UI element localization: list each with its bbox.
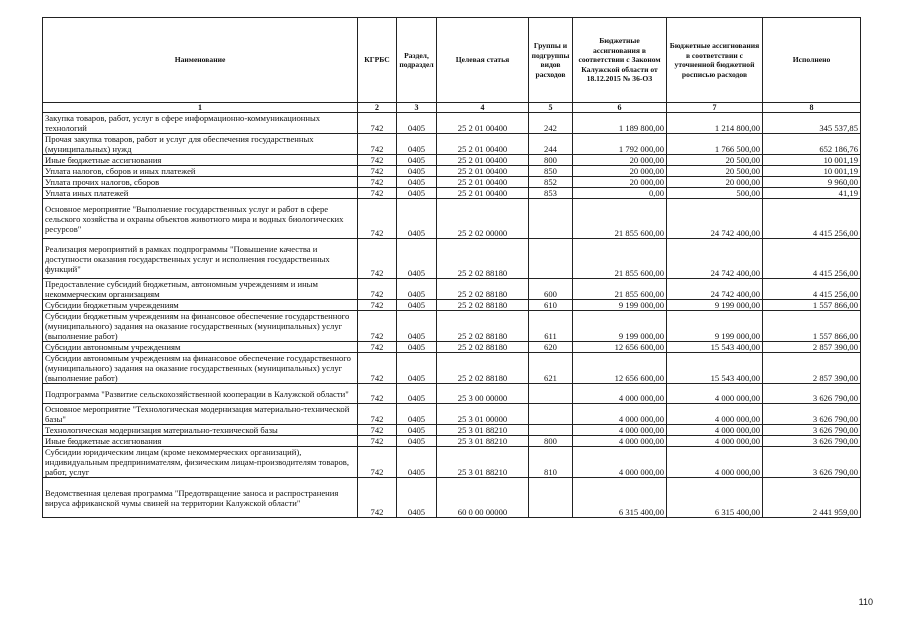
cell-cs: 25 2 01 00400 xyxy=(437,166,529,177)
cell-vr: 810 xyxy=(529,447,573,478)
cell-kgrbs: 742 xyxy=(358,436,397,447)
cell-rospis: 4 000 000,00 xyxy=(667,447,763,478)
cell-razdel: 0405 xyxy=(397,404,437,425)
cell-law: 6 315 400,00 xyxy=(573,478,667,518)
cell-razdel: 0405 xyxy=(397,478,437,518)
cell-rospis: 4 000 000,00 xyxy=(667,436,763,447)
table-row xyxy=(43,342,861,353)
cell-cs: 25 3 01 88210 xyxy=(437,425,529,436)
cell-kgrbs: 742 xyxy=(358,113,397,134)
table-row xyxy=(43,384,861,404)
cell-law: 20 000,00 xyxy=(573,177,667,188)
cell-vr xyxy=(529,199,573,239)
cell-law: 12 656 600,00 xyxy=(573,353,667,384)
cell-name: Ведомственная целевая программа "Предотвращение заноса и распространения вируса африканской чумы свиней на территории Калужской области" xyxy=(43,478,358,518)
table-row xyxy=(43,300,861,311)
cell-law: 20 000,00 xyxy=(573,166,667,177)
cell-vr: 621 xyxy=(529,353,573,384)
cell-law: 4 000 000,00 xyxy=(573,447,667,478)
cell-vr: 852 xyxy=(529,177,573,188)
cell-kgrbs: 742 xyxy=(358,478,397,518)
cell-name: Уплата иных платежей xyxy=(43,188,358,199)
cell-kgrbs: 742 xyxy=(358,353,397,384)
cell-razdel: 0405 xyxy=(397,239,437,279)
cell-cs: 25 2 01 00400 xyxy=(437,113,529,134)
cell-name: Реализация мероприятий в рамках подпрограммы "Повышение качества и доступности оказания государственных услуг и исполнения государственных функций" xyxy=(43,239,358,279)
cell-isp: 41,19 xyxy=(763,188,861,199)
cell-isp: 2 857 390,00 xyxy=(763,342,861,353)
cell-vr xyxy=(529,478,573,518)
cell-cs: 25 3 01 88210 xyxy=(437,436,529,447)
cell-isp: 10 001,19 xyxy=(763,155,861,166)
cell-kgrbs: 742 xyxy=(358,311,397,342)
cell-rospis: 6 315 400,00 xyxy=(667,478,763,518)
cell-rospis: 20 000,00 xyxy=(667,177,763,188)
cell-vr xyxy=(529,404,573,425)
cell-law: 4 000 000,00 xyxy=(573,436,667,447)
cell-rospis: 9 199 000,00 xyxy=(667,311,763,342)
cell-kgrbs: 742 xyxy=(358,239,397,279)
cell-isp: 4 415 256,00 xyxy=(763,239,861,279)
cell-law: 20 000,00 xyxy=(573,155,667,166)
cell-isp: 3 626 790,00 xyxy=(763,425,861,436)
cell-cs: 60 0 00 00000 xyxy=(437,478,529,518)
cell-law: 1 189 800,00 xyxy=(573,113,667,134)
cell-name: Основное мероприятие "Технологическая модернизация материально-технической базы" xyxy=(43,404,358,425)
cell-cs: 25 2 01 00400 xyxy=(437,188,529,199)
cell-vr xyxy=(529,425,573,436)
cell-cs: 25 2 02 88180 xyxy=(437,279,529,300)
header-celevaya: Целевая статья xyxy=(437,18,529,103)
cell-kgrbs: 742 xyxy=(358,384,397,404)
cell-rospis: 1 766 500,00 xyxy=(667,134,763,155)
cell-name: Уплата прочих налогов, сборов xyxy=(43,177,358,188)
cell-kgrbs: 742 xyxy=(358,342,397,353)
cell-razdel: 0405 xyxy=(397,188,437,199)
cell-name: Субсидии бюджетным учреждениям xyxy=(43,300,358,311)
cell-cs: 25 2 02 88180 xyxy=(437,353,529,384)
cell-razdel: 0405 xyxy=(397,425,437,436)
cell-razdel: 0405 xyxy=(397,311,437,342)
table-row xyxy=(43,311,861,342)
cell-vr: 620 xyxy=(529,342,573,353)
cell-name: Уплата налогов, сборов и иных платежей xyxy=(43,166,358,177)
cell-law: 21 855 600,00 xyxy=(573,199,667,239)
cell-isp: 4 415 256,00 xyxy=(763,279,861,300)
cell-isp: 2 441 959,00 xyxy=(763,478,861,518)
cell-isp: 2 857 390,00 xyxy=(763,353,861,384)
cell-rospis: 1 214 800,00 xyxy=(667,113,763,134)
cell-rospis: 24 742 400,00 xyxy=(667,279,763,300)
cell-name: Иные бюджетные ассигнования xyxy=(43,436,358,447)
table-row xyxy=(43,166,861,177)
cell-kgrbs: 742 xyxy=(358,300,397,311)
cell-isp: 3 626 790,00 xyxy=(763,436,861,447)
header-law: Бюджетные ассигнования в соответствии с Законом Калужской области от 18.12.2015 № 36-ОЗ xyxy=(573,18,667,103)
table-row xyxy=(43,447,861,478)
cell-rospis: 4 000 000,00 xyxy=(667,384,763,404)
table-body xyxy=(43,113,861,518)
cell-cs: 25 2 02 88180 xyxy=(437,311,529,342)
column-number: 5 xyxy=(529,103,573,113)
table-row xyxy=(43,134,861,155)
table-row xyxy=(43,436,861,447)
cell-kgrbs: 742 xyxy=(358,134,397,155)
cell-razdel: 0405 xyxy=(397,279,437,300)
header-rospis: Бюджетные ассигнования в соответствии с уточненной бюджетной росписью расходов xyxy=(667,18,763,103)
cell-cs: 25 3 00 00000 xyxy=(437,384,529,404)
column-number: 2 xyxy=(358,103,397,113)
cell-rospis: 4 000 000,00 xyxy=(667,404,763,425)
cell-cs: 25 2 01 00400 xyxy=(437,155,529,166)
cell-law: 4 000 000,00 xyxy=(573,425,667,436)
column-number: 4 xyxy=(437,103,529,113)
cell-kgrbs: 742 xyxy=(358,425,397,436)
cell-rospis: 20 500,00 xyxy=(667,155,763,166)
cell-kgrbs: 742 xyxy=(358,177,397,188)
table-row xyxy=(43,188,861,199)
cell-rospis: 24 742 400,00 xyxy=(667,239,763,279)
cell-razdel: 0405 xyxy=(397,113,437,134)
cell-isp: 9 960,00 xyxy=(763,177,861,188)
header-ispolneno: Исполнено xyxy=(763,18,861,103)
cell-isp: 1 557 866,00 xyxy=(763,300,861,311)
cell-law: 21 855 600,00 xyxy=(573,239,667,279)
cell-razdel: 0405 xyxy=(397,353,437,384)
cell-cs: 25 3 01 88210 xyxy=(437,447,529,478)
cell-rospis: 15 543 400,00 xyxy=(667,353,763,384)
table-row xyxy=(43,353,861,384)
cell-razdel: 0405 xyxy=(397,155,437,166)
cell-isp: 3 626 790,00 xyxy=(763,384,861,404)
header-razdel: Раздел, подраздел xyxy=(397,18,437,103)
table-row xyxy=(43,239,861,279)
cell-isp: 1 557 866,00 xyxy=(763,311,861,342)
cell-vr: 610 xyxy=(529,300,573,311)
cell-kgrbs: 742 xyxy=(358,404,397,425)
cell-name: Прочая закупка товаров, работ и услуг для обеспечения государственных (муниципальных) нужд xyxy=(43,134,358,155)
cell-rospis: 4 000 000,00 xyxy=(667,425,763,436)
cell-name: Субсидии автономным учреждениям xyxy=(43,342,358,353)
budget-sheet xyxy=(42,17,861,518)
cell-razdel: 0405 xyxy=(397,177,437,188)
table-row xyxy=(43,404,861,425)
cell-rospis: 20 500,00 xyxy=(667,166,763,177)
budget-table xyxy=(42,17,861,518)
table-row xyxy=(43,155,861,166)
cell-name: Предоставление субсидий бюджетным, автономным учреждениям и иным некоммерческим организациям xyxy=(43,279,358,300)
cell-cs: 25 2 02 88180 xyxy=(437,300,529,311)
cell-name: Иные бюджетные ассигнования xyxy=(43,155,358,166)
cell-isp: 10 001,19 xyxy=(763,166,861,177)
cell-cs: 25 2 01 00400 xyxy=(437,134,529,155)
table-row xyxy=(43,199,861,239)
cell-vr: 800 xyxy=(529,436,573,447)
cell-cs: 25 2 01 00400 xyxy=(437,177,529,188)
cell-vr: 244 xyxy=(529,134,573,155)
cell-isp: 3 626 790,00 xyxy=(763,447,861,478)
cell-cs: 25 2 02 88180 xyxy=(437,239,529,279)
cell-rospis: 500,00 xyxy=(667,188,763,199)
cell-law: 0,00 xyxy=(573,188,667,199)
cell-isp: 4 415 256,00 xyxy=(763,199,861,239)
cell-vr: 800 xyxy=(529,155,573,166)
cell-kgrbs: 742 xyxy=(358,447,397,478)
cell-name: Основное мероприятие "Выполнение государственных услуг и работ в сфере сельского хозяйства и охраны объектов животного мира и водных биологических ресурсов" xyxy=(43,199,358,239)
cell-rospis: 9 199 000,00 xyxy=(667,300,763,311)
column-number: 3 xyxy=(397,103,437,113)
cell-razdel: 0405 xyxy=(397,134,437,155)
cell-rospis: 24 742 400,00 xyxy=(667,199,763,239)
cell-law: 9 199 000,00 xyxy=(573,300,667,311)
cell-cs: 25 2 02 00000 xyxy=(437,199,529,239)
cell-name: Субсидии бюджетным учреждениям на финансовое обеспечение государственного (муниципального) задания на оказание государственных (муниципальных) услуг (выполнение работ) xyxy=(43,311,358,342)
cell-law: 1 792 000,00 xyxy=(573,134,667,155)
cell-kgrbs: 742 xyxy=(358,188,397,199)
column-number-row xyxy=(43,103,861,113)
cell-law: 12 656 600,00 xyxy=(573,342,667,353)
header-kgrbs: КГРБС xyxy=(358,18,397,103)
column-number: 6 xyxy=(573,103,667,113)
cell-law: 9 199 000,00 xyxy=(573,311,667,342)
cell-kgrbs: 742 xyxy=(358,279,397,300)
cell-rospis: 15 543 400,00 xyxy=(667,342,763,353)
table-row xyxy=(43,113,861,134)
table-row xyxy=(43,279,861,300)
cell-razdel: 0405 xyxy=(397,384,437,404)
cell-vr: 242 xyxy=(529,113,573,134)
cell-isp: 652 186,76 xyxy=(763,134,861,155)
table-row xyxy=(43,425,861,436)
cell-cs: 25 2 02 88180 xyxy=(437,342,529,353)
cell-razdel: 0405 xyxy=(397,342,437,353)
cell-vr: 850 xyxy=(529,166,573,177)
cell-name: Субсидии автономным учреждениям на финансовое обеспечение государственного (муниципального) задания на оказание государственных (муниципальных) услуг (выполнение работ) xyxy=(43,353,358,384)
header-name: Наименование xyxy=(43,18,358,103)
cell-name: Технологическая модернизация материально-технической базы xyxy=(43,425,358,436)
cell-isp: 3 626 790,00 xyxy=(763,404,861,425)
cell-vr: 853 xyxy=(529,188,573,199)
cell-kgrbs: 742 xyxy=(358,155,397,166)
cell-razdel: 0405 xyxy=(397,300,437,311)
cell-razdel: 0405 xyxy=(397,447,437,478)
cell-kgrbs: 742 xyxy=(358,199,397,239)
column-number: 8 xyxy=(763,103,861,113)
header-gruppy: Группы и подгруппы видов расходов xyxy=(529,18,573,103)
cell-vr: 600 xyxy=(529,279,573,300)
cell-name: Закупка товаров, работ, услуг в сфере информационно-коммуникационных технологий xyxy=(43,113,358,134)
cell-isp: 345 537,85 xyxy=(763,113,861,134)
table-row xyxy=(43,177,861,188)
column-number: 7 xyxy=(667,103,763,113)
cell-law: 4 000 000,00 xyxy=(573,404,667,425)
cell-name: Субсидии юридическим лицам (кроме некоммерческих организаций), индивидуальным предпринимателям, физическим лицам-производителям товаров, работ, услуг xyxy=(43,447,358,478)
cell-vr xyxy=(529,239,573,279)
cell-razdel: 0405 xyxy=(397,199,437,239)
cell-kgrbs: 742 xyxy=(358,166,397,177)
cell-vr xyxy=(529,384,573,404)
cell-law: 4 000 000,00 xyxy=(573,384,667,404)
cell-razdel: 0405 xyxy=(397,166,437,177)
table-header-row xyxy=(43,18,861,103)
cell-cs: 25 3 01 00000 xyxy=(437,404,529,425)
column-number: 1 xyxy=(43,103,358,113)
cell-vr: 611 xyxy=(529,311,573,342)
cell-razdel: 0405 xyxy=(397,436,437,447)
cell-name: Подпрограмма "Развитие сельскохозяйственной кооперации в Калужской области" xyxy=(43,384,358,404)
table-row xyxy=(43,478,861,518)
page-number: 110 xyxy=(858,597,873,607)
cell-law: 21 855 600,00 xyxy=(573,279,667,300)
